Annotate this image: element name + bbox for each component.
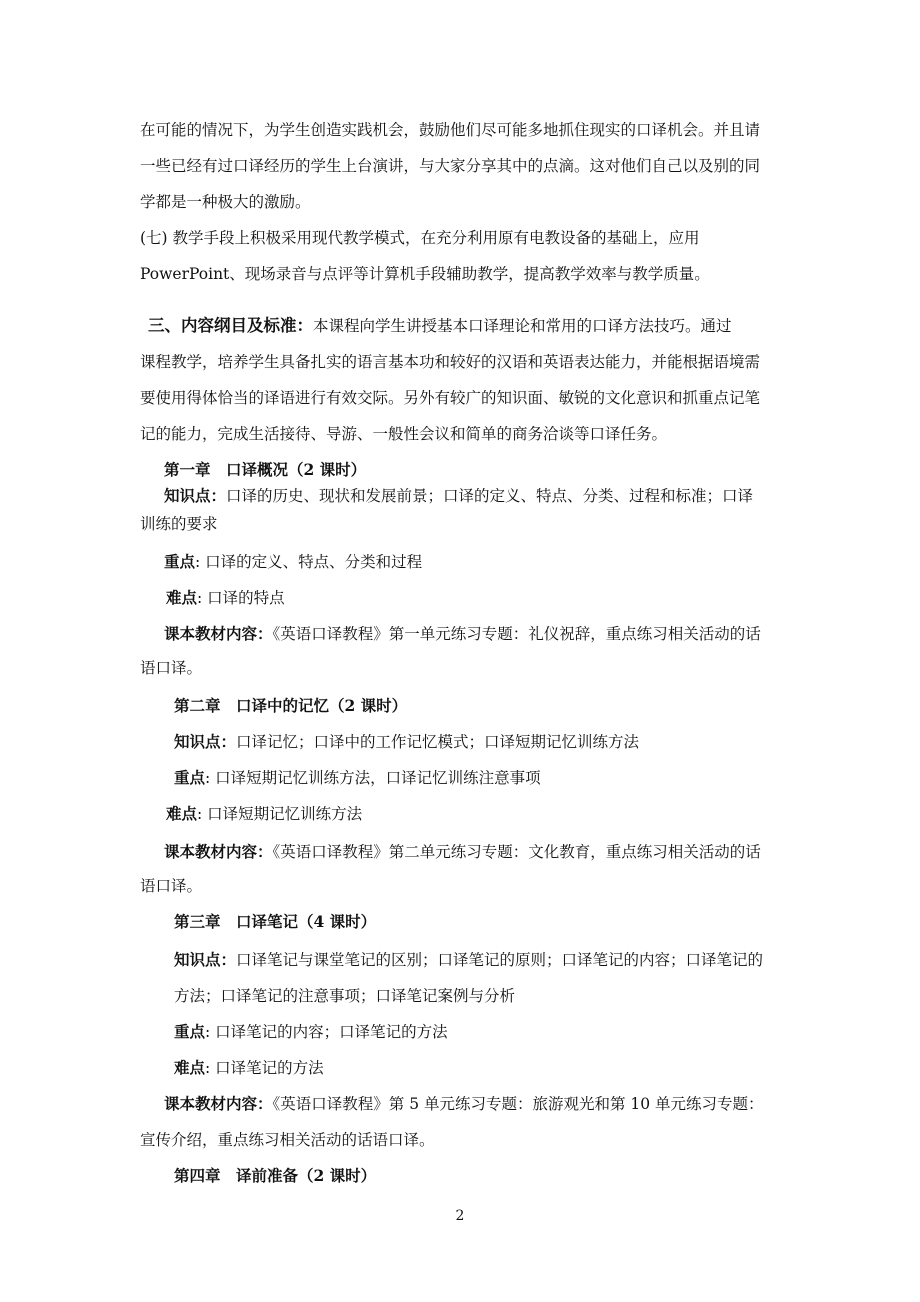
chapter3-material-label: 课本教材内容： — [164, 1094, 273, 1113]
chapter3-title: 第三章 口译笔记（4 课时） — [174, 912, 377, 931]
chapter1-knowledge-line-1 — [164, 486, 753, 506]
chapter3-difficulty — [174, 1058, 324, 1078]
chapter1-knowledge-label: 知识点： — [164, 486, 227, 505]
chapter1-knowledge-line-2: 训练的要求 — [140, 515, 218, 533]
chapter2-key-label: 重点 — [174, 768, 206, 787]
chapter2-knowledge-label: 知识点： — [174, 732, 237, 751]
chapter2-material-line-2: 语口译。 — [140, 877, 203, 895]
section3-text-1: 本课程向学生讲授基本口译理论和常用的口译方法技巧。通过 — [313, 317, 732, 335]
chapter3-knowledge-text: 口译笔记与课堂笔记的区别；口译笔记的原则；口译笔记的内容；口译笔记的 — [236, 951, 764, 969]
intro-line-3: 学都是一种极大的激励。 — [140, 193, 311, 211]
intro-line-1: 在可能的情况下，为学生创造实践机会，鼓励他们尽可能多地抓住现实的口译机会。并且请 — [140, 121, 761, 139]
chapter2-material-line-1 — [164, 842, 761, 862]
section3-line-1 — [148, 316, 732, 336]
page-number: 2 — [455, 1208, 465, 1224]
chapter1-difficulty — [166, 588, 285, 608]
chapter3-key-label: 重点 — [174, 1022, 206, 1041]
chapter1-material-line-1 — [164, 624, 761, 644]
chapter1-material-line-2: 语口译。 — [140, 659, 203, 677]
chapter3-knowledge-line-2: 方法；口译笔记的注意事项；口译笔记案例与分析 — [174, 987, 516, 1005]
chapter2-difficulty-label: 难点 — [166, 804, 198, 823]
chapter3-key-point — [174, 1022, 448, 1042]
chapter2-material-text: 《英语口译教程》第二单元练习专题：文化教育，重点练习相关活动的话 — [272, 843, 761, 861]
chapter2-material-label: 课本教材内容： — [164, 842, 273, 861]
section3-heading: 三、内容纲目及标准： — [148, 316, 313, 335]
chapter1-knowledge-text: 口译的历史、现状和发展前景；口译的定义、特点、分类、过程和标准；口译 — [226, 487, 754, 505]
chapter2-knowledge-text: 口译记忆；口译中的工作记忆模式；口译短期记忆训练方法 — [236, 733, 640, 751]
intro-line-2: 一些已经有过口译经历的学生上台演讲，与大家分享其中的点滴。这对他们自己以及别的同 — [140, 157, 761, 175]
chapter3-difficulty-text: : 口译笔记的方法 — [205, 1059, 324, 1077]
chapter3-difficulty-label: 难点 — [174, 1058, 206, 1077]
chapter3-material-line-2: 宣传介绍，重点练习相关活动的话语口译。 — [140, 1131, 435, 1149]
chapter2-difficulty-text: : 口译短期记忆训练方法 — [197, 805, 363, 823]
section3-line-4: 记的能力，完成生活接待、导游、一般性会议和简单的商务洽谈等口译任务。 — [140, 425, 668, 443]
intro-line-4: (七) 教学手段上积极采用现代教学模式，在充分利用原有电教设备的基础上，应用 — [140, 229, 700, 247]
chapter2-key-text: : 口译短期记忆训练方法，口译记忆训练注意事项 — [205, 769, 541, 787]
chapter2-key-point — [174, 768, 541, 788]
chapter1-key-label: 重点 — [164, 552, 196, 571]
chapter3-material-text: 《英语口译教程》第 5 单元练习专题：旅游观光和第 10 单元练习专题： — [272, 1095, 764, 1113]
chapter1-key-text: : 口译的定义、特点、分类和过程 — [195, 553, 423, 571]
chapter1-title: 第一章 口译概况（2 课时） — [164, 460, 367, 479]
chapter1-difficulty-label: 难点 — [166, 588, 198, 607]
chapter1-material-label: 课本教材内容： — [164, 624, 273, 643]
section3-line-3: 要使用得体恰当的译语进行有效交际。另外有较广的知识面、敏锐的文化意识和抓重点记笔 — [140, 389, 761, 407]
chapter3-knowledge-line-1 — [174, 950, 763, 970]
chapter4-title: 第四章 译前准备（2 课时） — [174, 1166, 377, 1185]
chapter3-key-text: : 口译笔记的内容；口译笔记的方法 — [205, 1023, 448, 1041]
chapter2-difficulty — [166, 804, 362, 824]
chapter3-material-line-1 — [164, 1094, 764, 1114]
chapter2-knowledge — [174, 732, 639, 752]
intro-line-5: PowerPoint、现场录音与点评等计算机手段辅助教学，提高教学效率与教学质量。 — [140, 265, 710, 283]
chapter1-difficulty-text: : 口译的特点 — [197, 589, 285, 607]
chapter1-material-text: 《英语口译教程》第一单元练习专题：礼仪祝辞，重点练习相关活动的话 — [272, 625, 761, 643]
section3-line-2: 课程教学，培养学生具备扎实的语言基本功和较好的汉语和英语表达能力，并能根据语境需 — [140, 353, 761, 371]
chapter3-knowledge-label: 知识点： — [174, 950, 237, 969]
chapter1-key-point — [164, 552, 422, 572]
chapter2-title: 第二章 口译中的记忆（2 课时） — [174, 696, 408, 715]
